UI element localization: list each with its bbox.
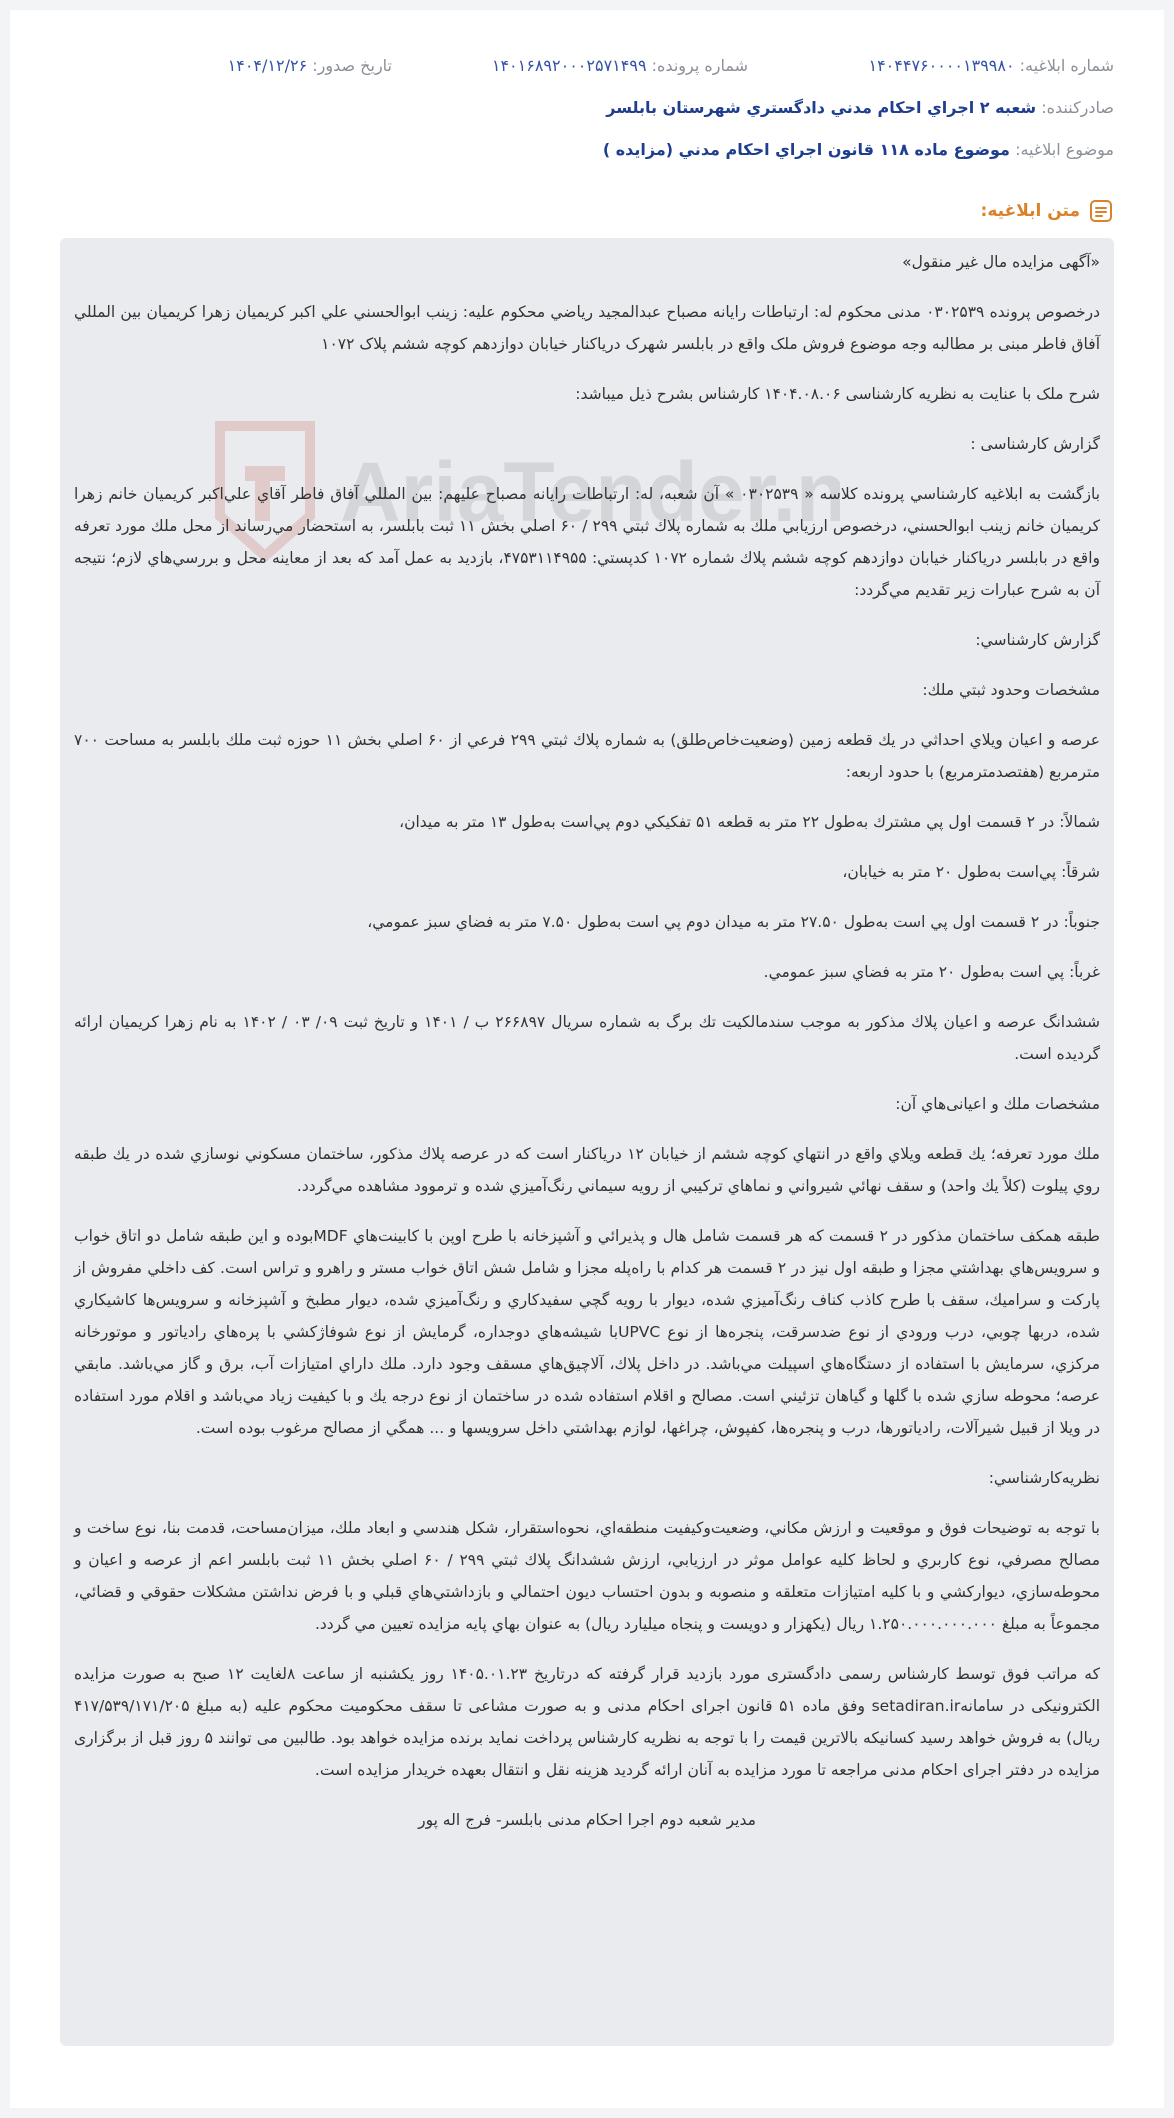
- case-number: [492, 54, 748, 78]
- notice-text-heading: [981, 198, 1114, 224]
- paragraph-heading: نظريه‌كارشناسي:: [988, 1469, 1100, 1487]
- paragraph: ملك مورد تعرفه؛ يك قطعه ويلاي واقع در انتهاي كوچه ششم از خيابان ۱۲ درياكنار است كه در عرصه پلاك مذكور، ساختمان مسكوني نوسازي شده در يك طبقه روي پيلوت (كلاً يك واحد) و سقف نهائي شيرواني و نماهاي تركيبي از رويه سيماني رنگ‌آميزي شده و ترموود مشاهده مي‌گردد.: [74, 1145, 1100, 1195]
- paragraph: كه مراتب فوق توسط كارشناس رسمی دادگستری مورد بازدید قرار گرفته كه درتاريخ ۱۴۰۵.۰۱.۲۳ روز یکشنبه از ساعت ۸لغایت ۱۲ صبح به صورت مزایده الکترونیکی در سامانهsetadiran.ir وفق ماده ۵۱ قانون اجرای احکام مدنی و به صورت مشاعی تا سقف محکومیت محکوم علیه (به مبلغ ۴۱۷/۵۳۹/۱۷۱/۲۰۵ ریال) به فروش خواهد رسید کسانیکه بالاترین قیمت را با توجه به نظریه كارشناس پرداخت نماید برنده مزایده خواهد بود. طالبین می توانند ۵ روز قبل از برگزاری مزایده در دفتر اجرای احکام مدنی مراجعه تا مورد مزایده به آنان ارائه گردید هزینه نقل و انتقال بعهده خریدار مزایده است.: [74, 1665, 1101, 1779]
- paragraph: درخصوص پرونده ۰۳۰۲۵۳۹ مدنی محکوم له: ارتباطات رایانه مصباح عبدالمجید ریاضي محکوم علیه: زینب ابوالحسني علي اكبر كريميان زهرا كريميان بين المللي آفاق فاطر مبنی بر مطالبه وجه موضوع فروش ملک واقع در بابلسر شهرک دریاکنار خیابان دوازدهم کوچه ششم پلاک ۱۰۷۲: [74, 303, 1100, 353]
- paragraph: با توجه به توضيحات فوق و موقعيت و ارزش مكاني، وضعيت‌وكيفيت منطقه‌اي، نحوه‌استقرار، شكل هندسي و ابعاد ملك، ميزان‌مساحت، قدمت بنا، نوع ساخت و مصالح مصرفي، نوع كاربري و لحاظ كليه عوامل موثر در ارزيابي، ارزش ششدانگ پلاك ثبتي ۲۹۹ / ۶۰ اصلي بخش ۱۱ ثبت بابلسر اعم از عرصه و اعيان و محوطه‌سازي، ديواركشي و با كليه امتيازات متعلقه و منصوبه و بدون احتساب ديون احتمالي و بازداشتي‌هاي قبلي و با فرض نداشتن مشكلات حقوقي و قضائي، مجموعاً به مبلغ ۱.۲۵۰.۰۰۰.۰۰۰.۰۰۰ ريال (يكهزار و دويست و پنجاه ميليارد ريال) به عنوان بهاي پايه مزايده تعيين مي گردد.: [74, 1519, 1100, 1633]
- case-number-value: ۱۴۰۱۶۸۹۲۰۰۰۲۵۷۱۴۹۹: [491, 56, 647, 75]
- issue-date-label: تاریخ صدور:: [312, 56, 392, 75]
- issuer-label: صادرکننده:: [1041, 98, 1114, 117]
- issue-date: [228, 54, 392, 78]
- paragraph: طبقه همكف ساختمان مذكور در ۲ قسمت كه هر قسمت شامل هال و پذيرائي و آشپزخانه با طرح اوپن با كابينت‌هاي MDFبوده و اين طبقه شامل دو اتاق خواب و سرويس‌هاي بهداشتي مجزا و طبقه اول نيز در ۲ قسمت هر كدام با راه‌پله مجزا و شامل شش اتاق خواب مستر و راهرو و تراس است. كف داخلي مفروش از پاركت و سراميك، سقف با طرح كاذب كناف رنگ‌آميزي شده، ديوار با رويه گچي سفيدكاري و رنگ‌آميزي شده، ديوار مطبخ و آشپزخانه و سرويس‌ها كاشيكاري شده، دربها چوبي، درب ورودي از نوع ضدسرقت، پنجره‌ها از نوع UPVCبا شيشه‌هاي دوجداره، گرمايش از نوع شوفاژكشي با پره‌هاي رادياتور و موتورخانه مركزي، سرمايش با استفاده از دستگاه‌هاي اسپيلت مي‌باشد. در داخل پلاك، آلاچيق‌هاي مسقف وجود دارد. ملك داراي امتيازات آب، برق و گاز مي‌باشد. مابقي عرصه؛ محوطه سازي شده با گلها و گياهان تزئيني است. مصالح و اقلام استفاده شده در ساختمان از نوع درجه يك و با كيفيت زياد مي‌باشد و اقلام مورد استفاده در ويلا از قبيل شيرآلات، رادياتورها، درب و پنجره‌ها، كفپوش، چراغها، لوازم بهداشتي داخل سرويسها و ... همگي از مصالح مرغوب بوده است.: [74, 1227, 1100, 1437]
- paragraph: عرصه و اعيان ويلاي احداثي در يك قطعه زمين (وضعيت‌خاص‌طلق) به شماره پلاك ثبتي ۲۹۹ فرعي از ۶۰ اصلي بخش ۱۱ حوزه ثبت ملك بابلسر به مساحت ۷۰۰ مترمربع (هفتصدمترمربع) با حدود اربعه:: [74, 731, 1100, 781]
- notice-body-text: [74, 246, 1100, 1854]
- paragraph-heading: گزارش كارشناسي:: [975, 631, 1100, 649]
- paragraph-heading: مشخصات وحدود ثبتي ملك:: [922, 681, 1100, 699]
- paragraph-heading: مشخصات ملك و اعيانی‌هاي آن:: [895, 1095, 1100, 1113]
- notice-text-title: متن ابلاغیه:: [980, 201, 1080, 221]
- notice-number-value: ۱۴۰۴۴۷۶۰۰۰۰۱۳۹۹۸۰: [868, 56, 1015, 75]
- svg-text:AriaTender.neT: AriaTender.n: [340, 445, 840, 539]
- paragraph: بازگشت به ابلاغیه كارشناسي پرونده كلاسه « ۰۳۰۲۵۳۹ » آن شعبه، له: ارتباطات رایانه مصباح عليهم: بین المللي آفاق فاطر آقاي علي‌اكبر كريميان خانم زهرا كريميان خانم زينب ابوالحسني، درخصوص ارزيابي ملك به شماره پلاك ثبتي ۲۹۹ / ۶۰ اصلي بخش ۱۱ ثبت بابلسر، به استحضار مي‌رساند از محل ملك مورد تعرفه واقع در بابلسر درياكنار خيابان دوازدهم كوچه ششم پلاك شماره ۱۰۷۲ كدپستي: ۴۷۵۳۱۱۴۹۵۵، بازديد به عمل آمد كه بعد از معاينه محل و بررسي‌هاي لازم؛ نتيجه آن به شرح عبارات زير تقديم مي‌گردد:: [74, 485, 1101, 599]
- paragraph-boundary-west: غرباً: پي است به‌طول ۲۰ متر به فضاي سبز عمومي.: [763, 963, 1100, 981]
- notice-number-label: شماره ابلاغیه:: [1019, 56, 1114, 75]
- subject-label: موضوع ابلاغیه:: [1015, 140, 1114, 159]
- document-text-icon: [1088, 198, 1114, 224]
- subject-value: موضوع ماده ۱۱۸ قانون اجراي احكام مدني (مزايده ): [602, 140, 1010, 159]
- paragraph-title: «آگهی مزایده مال غیر منقول»: [902, 253, 1100, 271]
- paragraph-boundary-east: شرقاً: پي‌است به‌طول ۲۰ متر به خيابان،: [842, 863, 1100, 881]
- case-number-label: شماره پرونده:: [651, 56, 748, 75]
- issue-date-value: ۱۴۰۴/۱۲/۲۶: [227, 56, 308, 75]
- notice-number: [868, 54, 1114, 78]
- paragraph-boundary-north: شمالاً: در ۲ قسمت اول پي مشترك به‌طول ۲۲ متر به قطعه ۵۱ تفكيكي دوم پي‌است به‌طول ۱۳ متر به ميدان،: [399, 813, 1100, 831]
- paragraph-heading: گزارش کارشناسی :: [970, 435, 1100, 453]
- paragraph: شرح ملک با عنایت به نظریه کارشناسی ۱۴۰۴.۰۸.۰۶ کارشناس بشرح ذیل میباشد:: [575, 385, 1100, 403]
- subject-row: [60, 138, 1114, 162]
- issuer-value: شعبه ۲ اجراي احكام مدني دادگستري شهرستان بابلسر: [606, 98, 1037, 117]
- issuer-row: [60, 96, 1114, 120]
- paragraph-boundary-south: جنوباً: در ۲ قسمت اول پي است به‌طول ۲۷.۵۰ متر به ميدان دوم پي است به‌طول ۷.۵۰ متر به فضاي سبز عمومي،: [367, 913, 1100, 931]
- notice-body-panel: [60, 238, 1114, 2046]
- notice-page: [10, 10, 1164, 2108]
- signature-line: مدیر شعبه دوم اجرا احکام مدنی بابلسر- فرج اله پور: [418, 1811, 756, 1829]
- paragraph: ششدانگ عرصه و اعيان پلاك مذكور به موجب سندمالكيت تك برگ به شماره سريال ۲۶۶۸۹۷ ب / ۱۴۰۱ و تاريخ ثبت ۰۹/ ۰۳ / ۱۴۰۲ به نام زهرا كريميان ارائه گرديده است.: [74, 1013, 1101, 1063]
